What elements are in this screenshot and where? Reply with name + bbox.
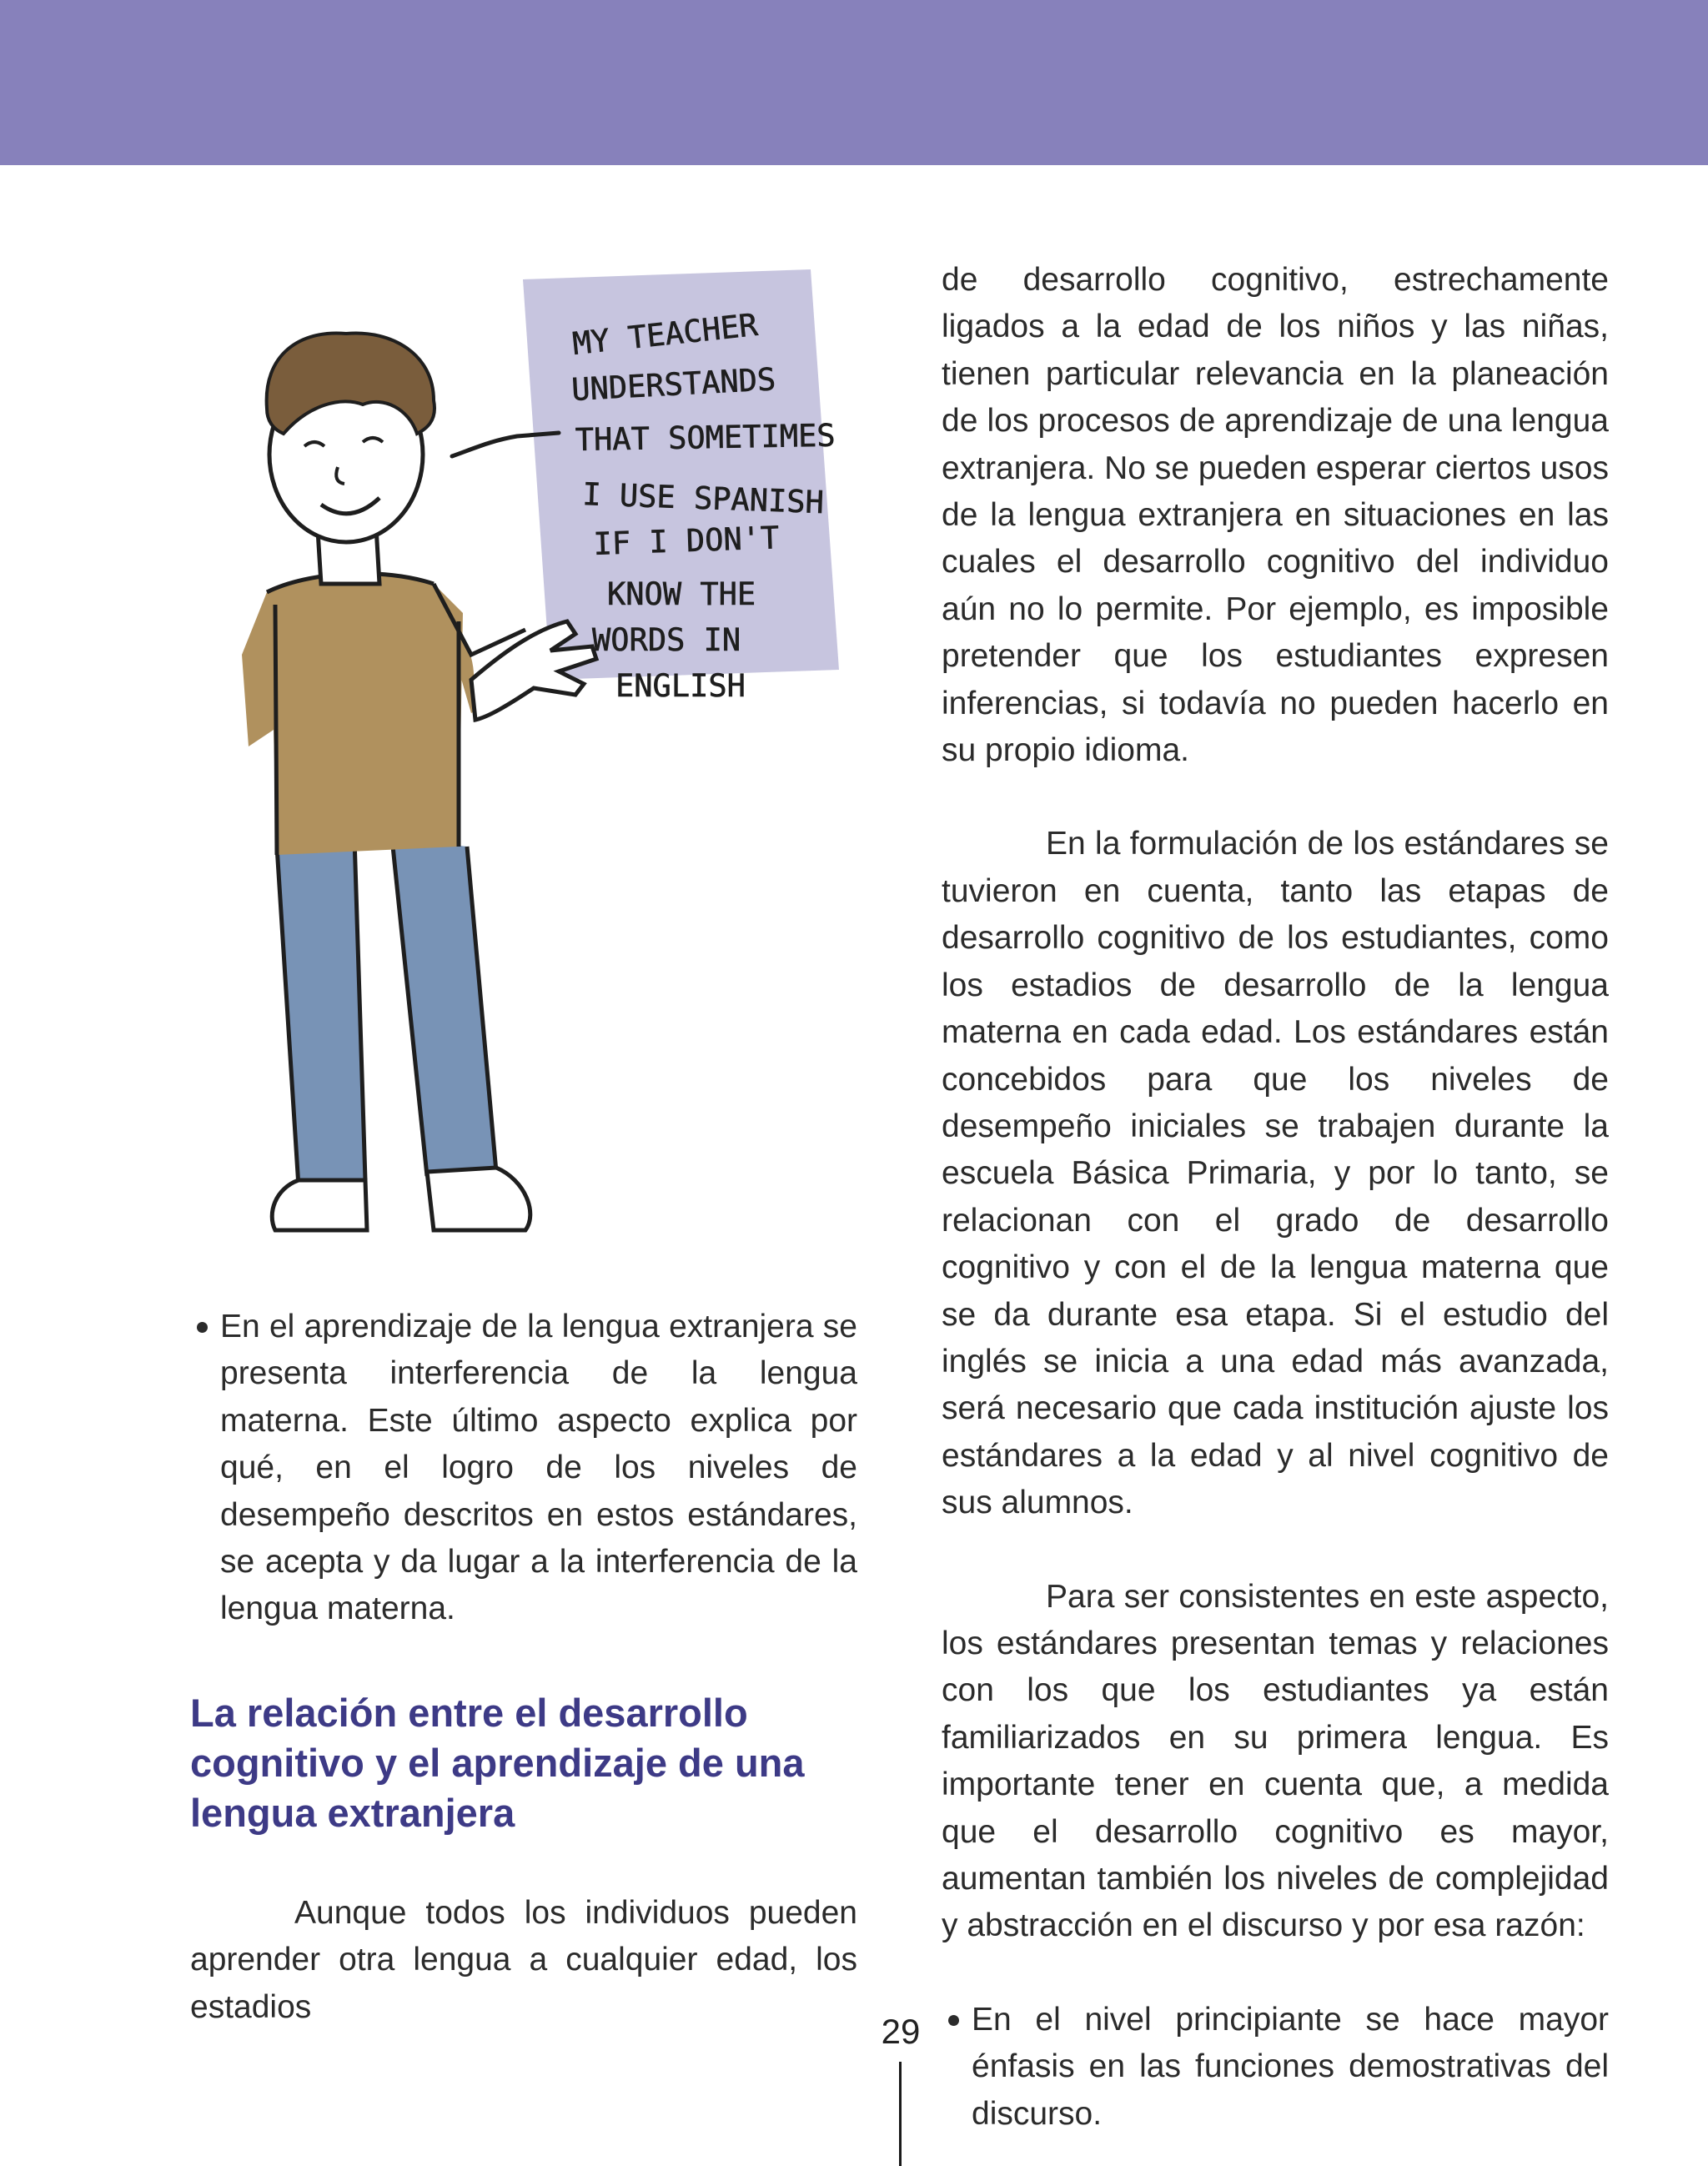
paragraph-formulacion: En la formulación de los estándares se tuvieron en cuenta, tanto las etapas de desarrollo cognitivo de los estudiantes, como los estadios de desarrollo de la lengua materna en cada edad. Los estándares están concebidos para que los niveles de desempeño iniciales se trabajen durante la escuela Básica Primaria, y por lo tanto, se relacionan con el grado de desarrollo cognitivo y con el de la lengua materna que se da durante esa etapa. Si el estudio del inglés se inicia a una edad más avanzada, será necesario que cada institución ajuste los estándares a la edad y al nivel cognitivo de sus alumnos. [942, 826, 1609, 1521]
left-column [190, 1304, 857, 2031]
bullet-text: En el aprendizaje de la lengua extranjera se presenta interferencia de la lengua materna. Este último aspecto explica por qué, en el logro de los niveles de desempeño descritos en estos estándares, se acepta y da lugar a la interferencia de la lengua materna. [220, 1309, 857, 1627]
jeans [277, 838, 496, 1187]
intro-paragraph: Aunque todos los individuos pueden aprender otra lengua a cualquier edad, los estadios [190, 1894, 857, 2025]
left-shoe [272, 1180, 367, 1230]
speech-line-8: ENGLISH [615, 668, 746, 704]
bullet-item [942, 1997, 1609, 2138]
speech-line-6: KNOW THE [607, 576, 756, 612]
speech-line-7: WORDS IN [592, 622, 741, 658]
page-divider-line [899, 2062, 902, 2166]
bullet-dot [197, 1322, 208, 1333]
bullet-item [190, 1304, 857, 1633]
speech-line-2: UNDERSTANDS [570, 361, 777, 408]
speech-line-4: I USE SPANISH [581, 476, 825, 521]
right-column [942, 257, 1609, 2138]
speech-line-5: IF I DON'T [592, 520, 780, 562]
speech-line-3: THAT SOMETIMES [575, 417, 836, 458]
page-number: 29 [881, 2012, 921, 2051]
bullet-text: En el nivel principiante se hace mayor énfasis en las funciones demostrativas del discurso. [972, 2001, 1609, 2132]
header-band [0, 0, 1708, 165]
section-heading: La relación entre el desarrollo cognitivo y el aprendizaje de una lengua extranjera [190, 1690, 805, 1835]
paragraph-continuation: de desarrollo cognitivo, estrechamente ligados a la edad de los niños y las niñas, tienen particular relevancia en la planeación de los procesos de aprendizaje de una lengua extranjera. No se pueden esperar ciertos usos de la lengua extranjera en situaciones en las cuales el desarrollo cognitivo del individuo aún no lo permite. Por ejemplo, es imposible pretender que los estudiantes expresen inferencias, si todavía no pueden hacerlo en su propio idioma. [942, 262, 1609, 769]
right-shoe [427, 1168, 530, 1230]
bullet-dot [948, 2015, 959, 2026]
student-illustration [183, 263, 851, 1239]
paragraph-consistencia: Para ser consistentes en este aspecto, los estándares presentan temas y relaciones con los que los estudiantes ya están familiarizados en su primera lengua. Es importante tener en cuenta que, a medida que el desarrollo cognitivo es mayor, aumentan también los niveles de complejidad y abstracción en el discurso y por esa razón: [942, 1578, 1609, 1944]
speech-line-1: MY TEACHER [570, 306, 760, 362]
